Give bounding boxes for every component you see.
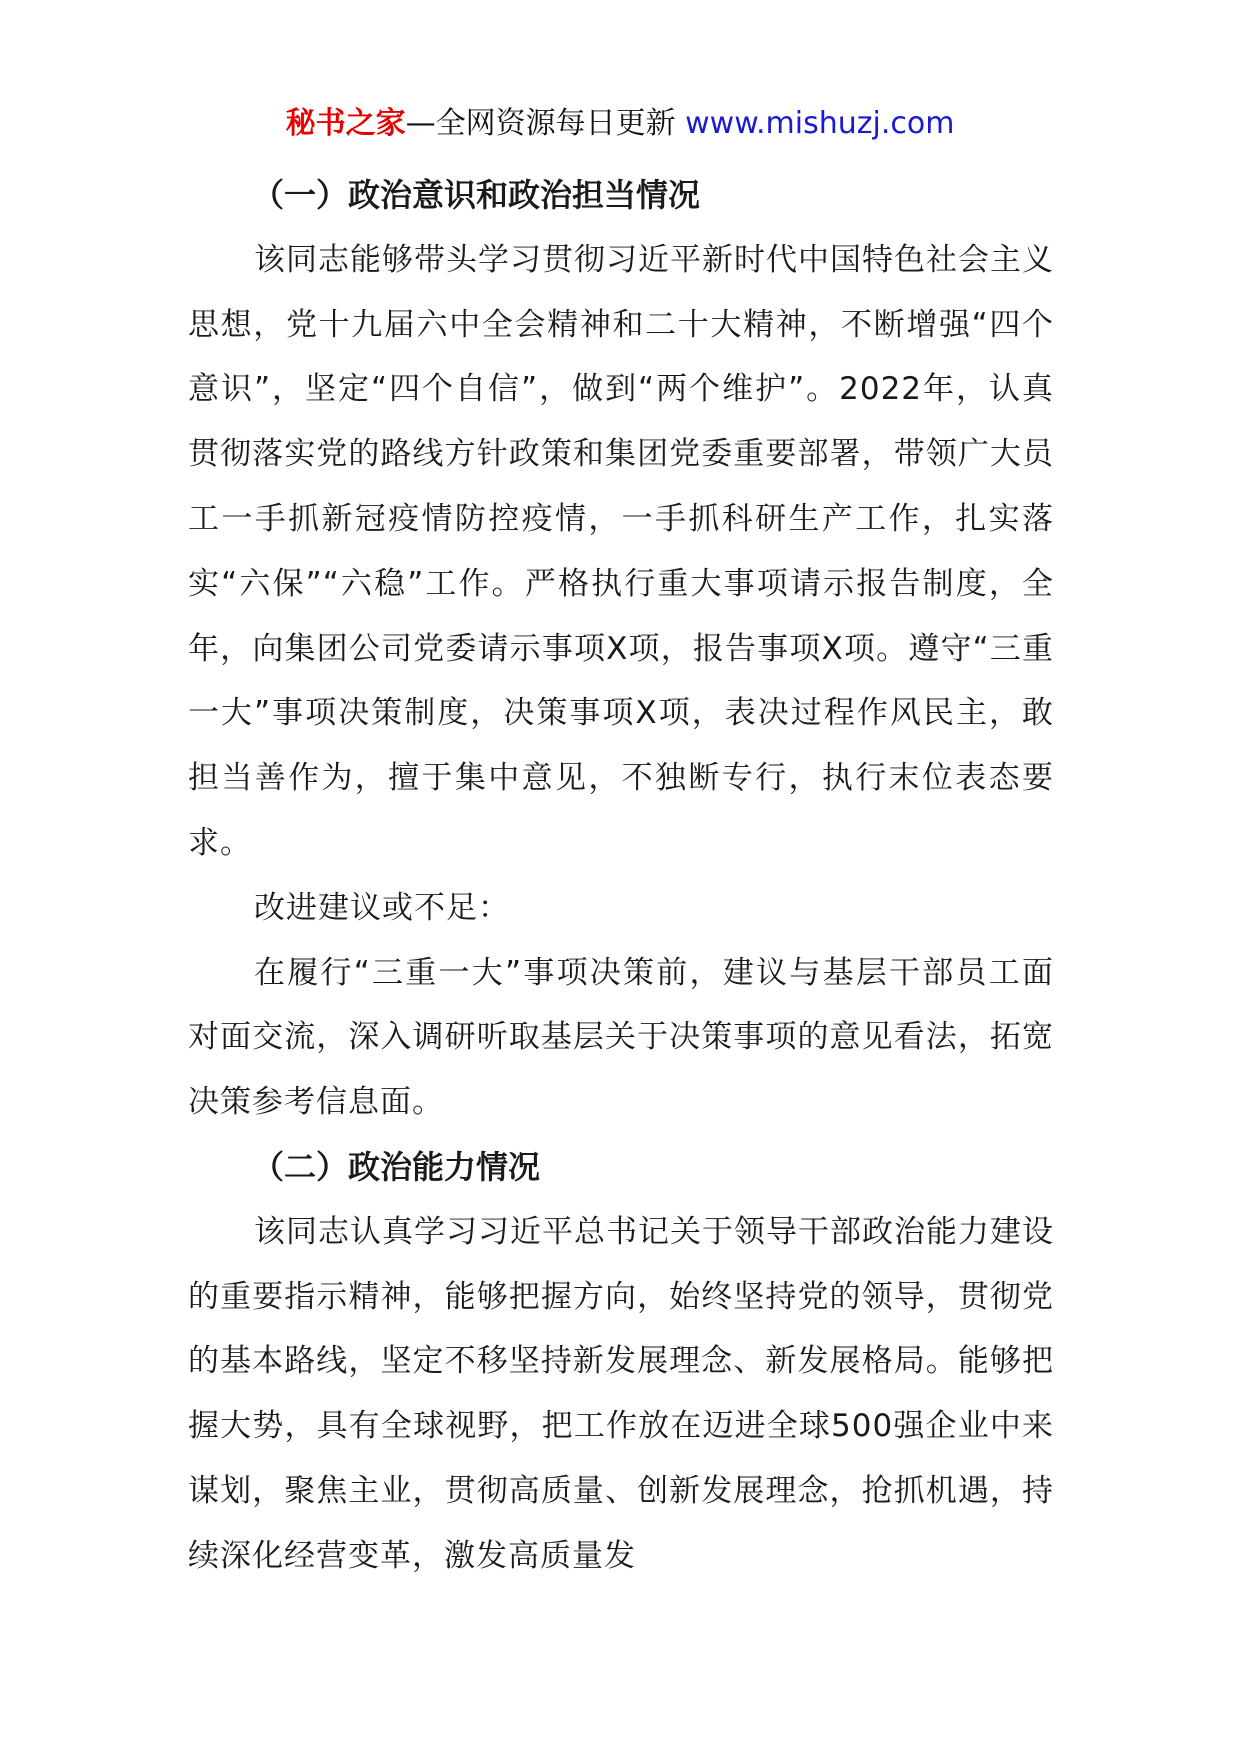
section-heading-political-awareness: （一）政治意识和政治担当情况 bbox=[252, 176, 701, 214]
document-body bbox=[188, 163, 1054, 1589]
header-tagline: —全网资源每日更新 bbox=[405, 106, 686, 141]
watermark-header bbox=[0, 100, 1240, 148]
site-url-link[interactable]: www.mishuzj.com bbox=[685, 106, 955, 141]
brand-name: 秘书之家 bbox=[285, 106, 406, 141]
paragraph-political-ability: 该同志认真学习习近平总书记关于领导干部政治能力建设的重要指示精神，能够把握方向，始终坚持党的领导，贯彻党的基本路线，坚定不移坚持新发展理念、新发展格局。能够把握大势，具有全球视野，把工作放在迈进全球500强企业中来谋划，聚焦主业，贯彻高质量、创新发展理念，抢抓机遇，持续深化经营变革，激发高质量发 bbox=[188, 1213, 1054, 1574]
paragraph-political-awareness: 该同志能够带头学习贯彻习近平新时代中国特色社会主义思想，党十九届六中全会精神和二十大精神，不断增强“四个意识”，坚定“四个自信”，做到“两个维护”。2022年，认真贯彻落实党的路线方针政策和集团党委重要部署，带领广大员工一手抓新冠疫情防控疫情，一手抓科研生产工作，扎实落实“六保”“六稳”工作。严格执行重大事项请示报告制度，全年，向集团公司党委请示事项X项，报告事项X项。遵守“三重一大”事项决策制度，决策事项X项，表决过程作风民主，敢担当善作为，擅于集中意见，不独断专行，执行末位表态要求。 bbox=[188, 241, 1054, 861]
section-heading-political-ability: （二）政治能力情况 bbox=[252, 1147, 541, 1186]
improvement-label: 改进建议或不足： bbox=[254, 889, 510, 926]
paragraph-improvement-suggestions: 在履行“三重一大”事项决策前，建议与基层干部员工面对面交流，深入调研听取基层关于决策事项的意见看法，拓宽决策参考信息面。 bbox=[188, 954, 1054, 1121]
